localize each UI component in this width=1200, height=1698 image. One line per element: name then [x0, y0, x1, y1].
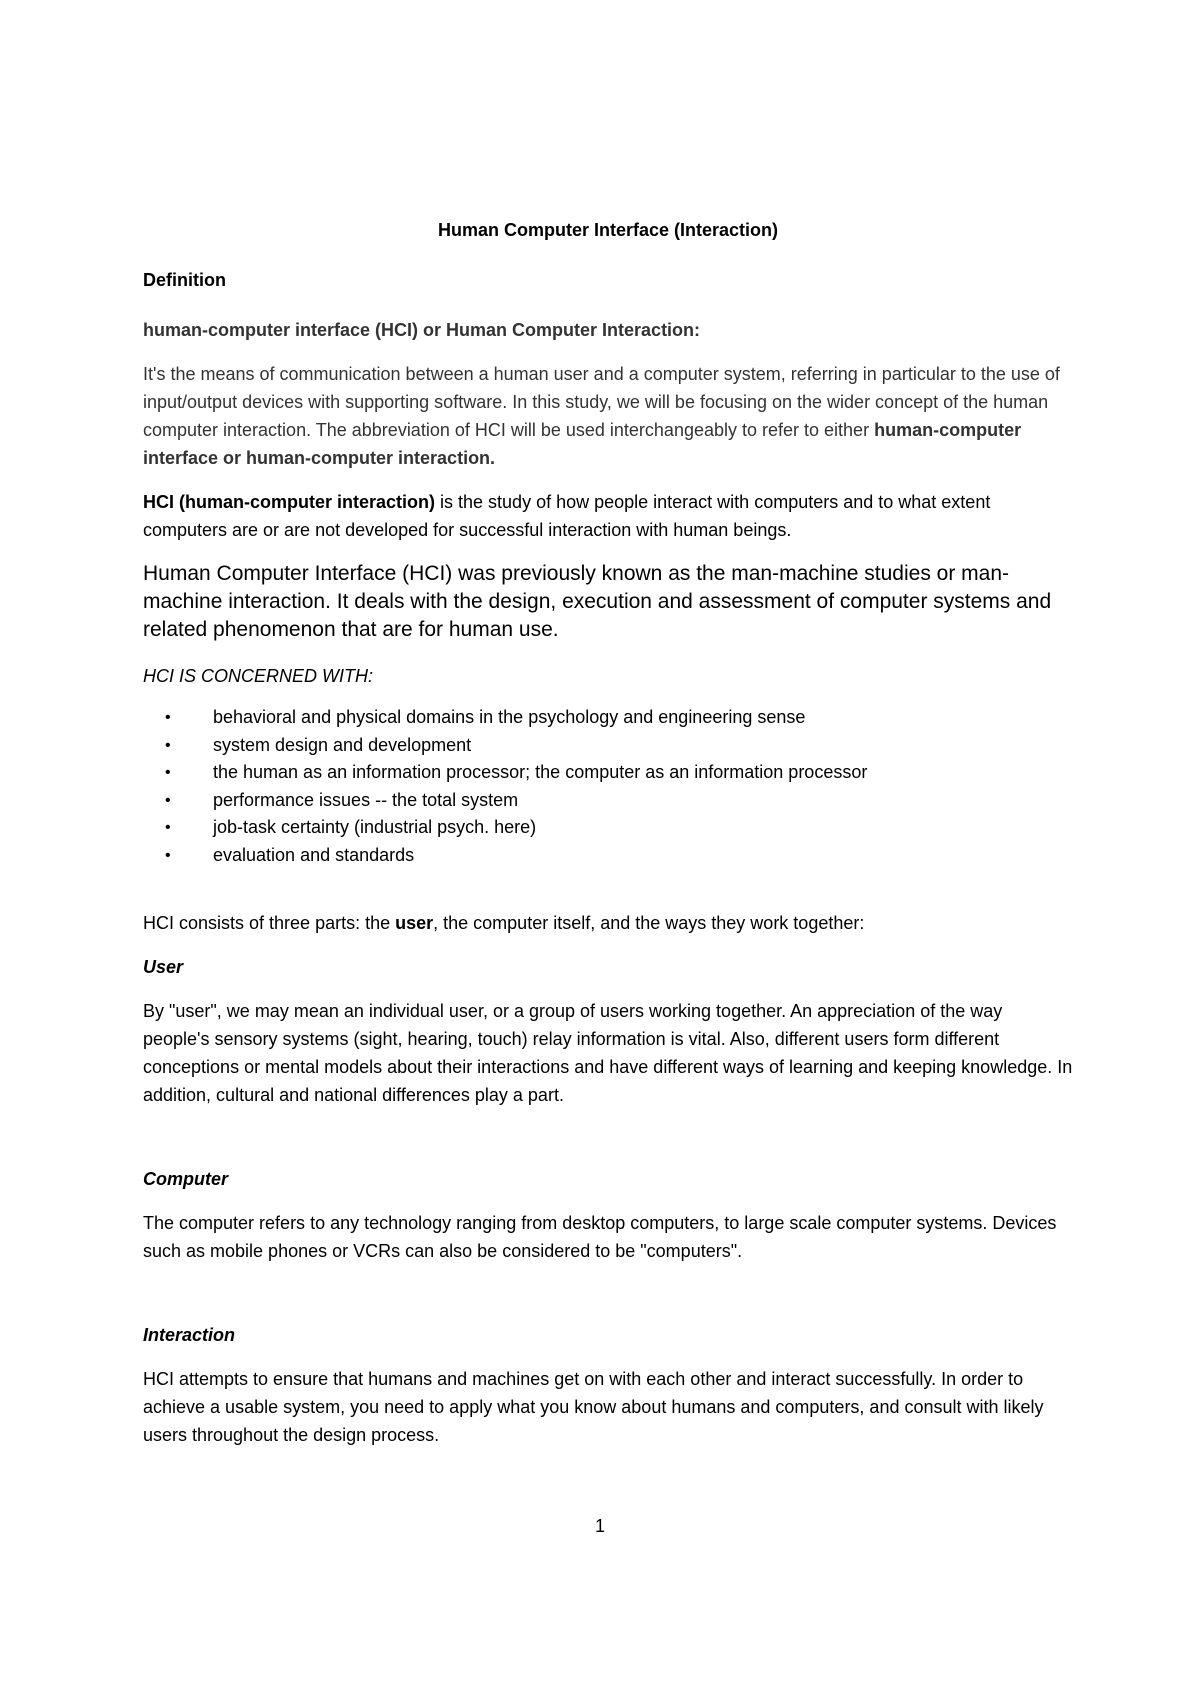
section-text-computer: The computer refers to any technology ranging from desktop computers, to large scale computer systems. Devices such as mobile phones or VCRs can also be considered to be "computers".	[143, 1213, 1057, 1261]
bullet-icon: •	[165, 791, 171, 809]
spacer	[143, 1281, 1073, 1321]
bullet-icon: •	[165, 819, 171, 836]
section-title-computer: Computer	[143, 1169, 228, 1189]
list-item	[165, 814, 1073, 842]
three-parts-text-before: HCI consists of three parts: the	[143, 913, 396, 933]
list-item	[165, 732, 1073, 760]
list-item-text: the human as an information processor; the computer as an information processor	[213, 762, 868, 782]
definition-paragraph	[143, 360, 1073, 472]
concerns-list	[143, 704, 1073, 869]
list-item	[165, 787, 1073, 815]
list-item	[165, 759, 1073, 787]
previous-name-paragraph: Human Computer Interface (HCI) was previously known as the man-machine studies or man-machine interaction. It deals with the design, execution and assessment of computer systems and related phenomenon that are for human use.	[143, 562, 1052, 641]
three-parts-paragraph	[143, 909, 1073, 937]
hci-study-paragraph	[143, 488, 1073, 544]
section-title-user: User	[143, 957, 184, 977]
list-item-text: behavioral and physical domains in the psychology and engineering sense	[213, 707, 806, 727]
definition-heading: Definition	[143, 270, 226, 290]
definition-bold-text: human-computer interface or human-computer interaction.	[143, 420, 1022, 468]
bullet-icon: •	[165, 709, 171, 726]
section-text-user: By "user", we may mean an individual user, or a group of users working together. An appreciation of the way people's sensory systems (sight, hearing, touch) relay information is vital. Also, different users form different conceptions or mental models about their interactions and have different ways of learning and keeping knowledge. In addition, cultural and national differences play a part.	[143, 1001, 1073, 1105]
list-item	[165, 704, 1073, 732]
spacer	[143, 1125, 1073, 1165]
bullet-icon: •	[165, 846, 171, 864]
document-title: Human Computer Interface (Interaction)	[437, 220, 779, 240]
definition-subheading: human-computer interface (HCI) or Human Computer Interaction:	[143, 320, 701, 340]
hci-study-bold: HCI (human-computer interaction)	[143, 492, 436, 512]
three-parts-text-after: , the computer itself, and the ways they work together:	[433, 913, 865, 933]
document-page	[143, 216, 1073, 1465]
bullet-icon: •	[165, 764, 171, 781]
list-item-text: performance issues -- the total system	[213, 789, 519, 810]
list-item	[165, 842, 1073, 870]
page-number: 1	[594, 1516, 605, 1536]
bullet-icon: •	[165, 736, 171, 754]
section-text-interaction: HCI attempts to ensure that humans and machines get on with each other and interact successfully. In order to achieve a usable system, you need to apply what you know about humans and computers, and consult with likely users throughout the design process.	[143, 1369, 1044, 1445]
concerned-with-heading: HCI IS CONCERNED WITH:	[143, 666, 374, 686]
definition-text: It's the means of communication between a human user and a computer system, referring in particular to the use of input/output devices with supporting software. In this study, we will be focusing on the wider concept of the human computer interaction. The abbreviation of HCI will be used interchangeably to refer to either	[143, 364, 1060, 440]
three-parts-user-bold: user	[395, 913, 434, 933]
section-title-interaction: Interaction	[143, 1325, 236, 1345]
list-item-text: system design and development	[213, 734, 472, 755]
list-item-text: evaluation and standards	[213, 844, 415, 865]
hci-study-text: is the study of how people interact with computers and to what extent computers are or are not developed for successful interaction with human beings.	[143, 492, 991, 540]
list-item-text: job-task certainty (industrial psych. here)	[213, 817, 537, 837]
